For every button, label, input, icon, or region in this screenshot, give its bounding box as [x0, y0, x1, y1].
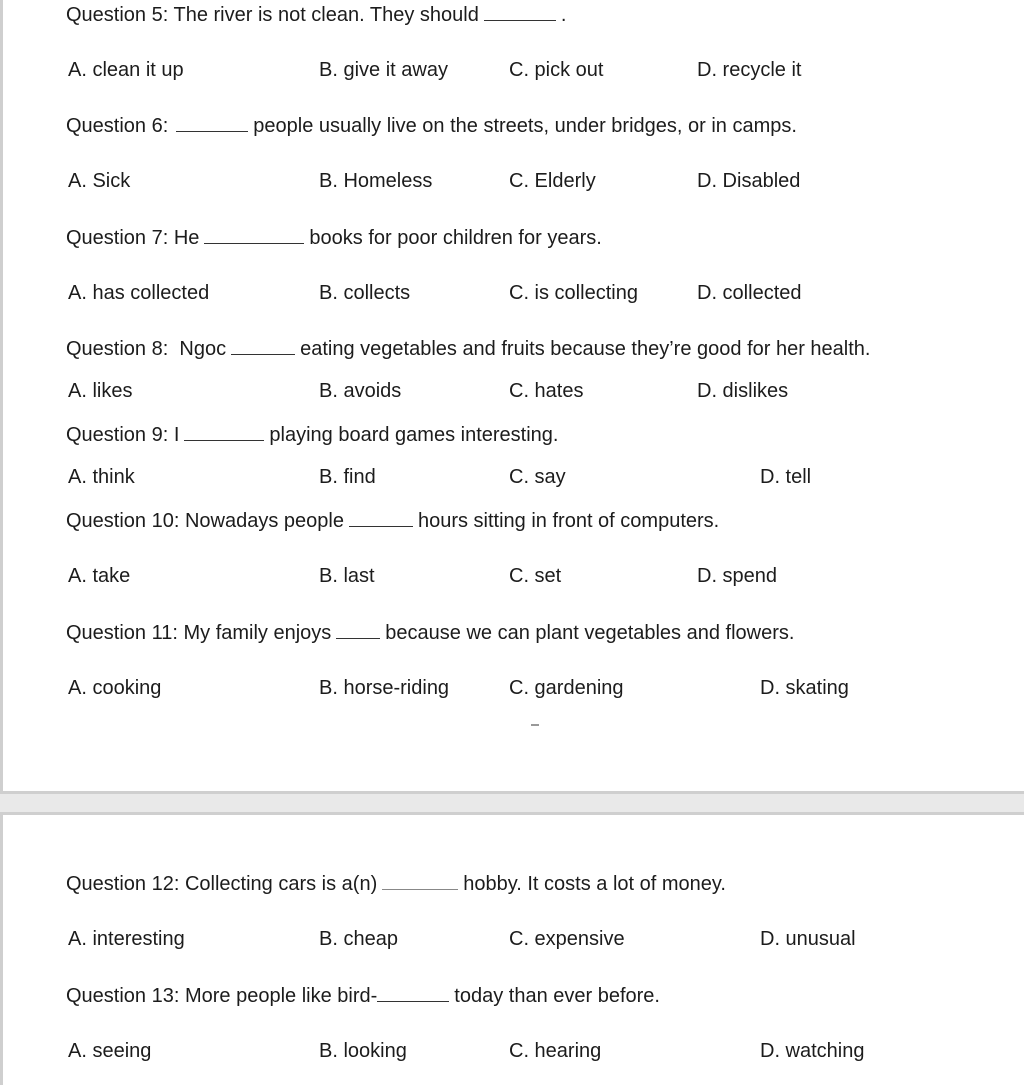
option-d: D. watching	[760, 1040, 865, 1062]
question-13	[66, 983, 660, 1008]
question-6-end: people usually live on the streets, under bridges, or in camps.	[253, 115, 797, 137]
question-12-options	[3, 927, 1003, 951]
answer-blank	[176, 113, 248, 132]
question-11-end: because we can plant vegetables and flowers.	[385, 622, 795, 644]
option-a: A. has collected	[68, 282, 210, 304]
option-a: A. likes	[68, 380, 133, 402]
option-d: D. collected	[697, 282, 802, 304]
option-c: C. gardening	[509, 677, 624, 699]
question-13-end: today than ever before.	[454, 985, 660, 1007]
question-9-end: playing board games interesting.	[269, 424, 559, 446]
answer-blank	[484, 2, 556, 21]
option-d: D. dislikes	[697, 380, 789, 402]
option-d: D. unusual	[760, 928, 856, 950]
question-9-options	[3, 465, 1003, 489]
option-b: B. give it away	[319, 59, 448, 81]
option-a: A. Sick	[68, 170, 131, 192]
question-11-stem: Question 11: My family enjoys	[66, 622, 332, 644]
answer-blank	[231, 336, 295, 355]
option-a: A. clean it up	[68, 59, 184, 81]
answer-blank	[204, 225, 304, 244]
option-a: A. cooking	[68, 677, 162, 699]
question-12-stem: Question 12: Collecting cars is a(n)	[66, 873, 378, 895]
option-b: B. collects	[319, 282, 411, 304]
question-8-options	[3, 379, 1003, 403]
option-d: D. spend	[697, 565, 778, 587]
answer-blank	[184, 422, 264, 441]
option-c: C. expensive	[509, 928, 625, 950]
option-c: C. pick out	[509, 59, 604, 81]
option-d: D. tell	[760, 466, 812, 488]
question-11-options	[3, 676, 1003, 700]
option-b: B. avoids	[319, 380, 402, 402]
question-7-end: books for poor children for years.	[309, 227, 602, 249]
question-6-stem: Question 6:	[66, 115, 169, 137]
option-b: B. Homeless	[319, 170, 433, 192]
question-10-options	[3, 564, 1003, 588]
question-9-stem: Question 9: I	[66, 424, 180, 446]
question-11	[66, 620, 794, 645]
answer-blank	[336, 620, 380, 639]
option-c: C. say	[509, 466, 566, 488]
question-6-options	[3, 169, 1003, 193]
option-c: C. set	[509, 565, 562, 587]
option-b: B. last	[319, 565, 375, 587]
option-a: A. seeing	[68, 1040, 152, 1062]
option-c: C. is collecting	[509, 282, 638, 304]
option-a: A. interesting	[68, 928, 185, 950]
option-a: A. think	[68, 466, 135, 488]
answer-blank	[382, 871, 458, 890]
question-9	[66, 422, 558, 447]
option-b: B. horse-riding	[319, 677, 450, 699]
question-12	[66, 871, 726, 896]
option-c: C. hates	[509, 380, 584, 402]
question-6	[66, 113, 797, 138]
stray-mark	[531, 724, 539, 726]
option-c: C. hearing	[509, 1040, 602, 1062]
option-d: D. skating	[760, 677, 849, 699]
worksheet-page-2	[0, 812, 1024, 1085]
question-8-stem: Question 8: Ngoc	[66, 338, 227, 360]
option-b: B. cheap	[319, 928, 398, 950]
option-d: D. recycle it	[697, 59, 802, 81]
question-7-options	[3, 281, 1003, 305]
question-10-stem: Question 10: Nowadays people	[66, 510, 344, 532]
question-7	[66, 225, 602, 250]
option-a: A. take	[68, 565, 131, 587]
question-8-end: eating vegetables and fruits because they’re good for her health.	[300, 338, 871, 360]
question-7-stem: Question 7: He	[66, 227, 200, 249]
question-8	[66, 336, 870, 361]
page-gap	[0, 794, 1024, 812]
question-13-options	[3, 1039, 1003, 1063]
question-13-stem: Question 13: More people like bird-	[66, 985, 378, 1007]
answer-blank	[377, 983, 449, 1002]
question-5-options	[3, 58, 1003, 82]
question-12-end: hobby. It costs a lot of money.	[463, 873, 726, 895]
question-5-stem: Question 5: The river is not clean. They should	[66, 4, 479, 26]
option-d: D. Disabled	[697, 170, 801, 192]
option-c: C. Elderly	[509, 170, 596, 192]
question-5	[66, 2, 566, 27]
answer-blank	[349, 508, 413, 527]
option-b: B. find	[319, 466, 376, 488]
question-10-end: hours sitting in front of computers.	[417, 510, 720, 532]
question-10	[66, 508, 719, 533]
option-b: B. looking	[319, 1040, 407, 1062]
question-5-end: .	[560, 4, 567, 26]
